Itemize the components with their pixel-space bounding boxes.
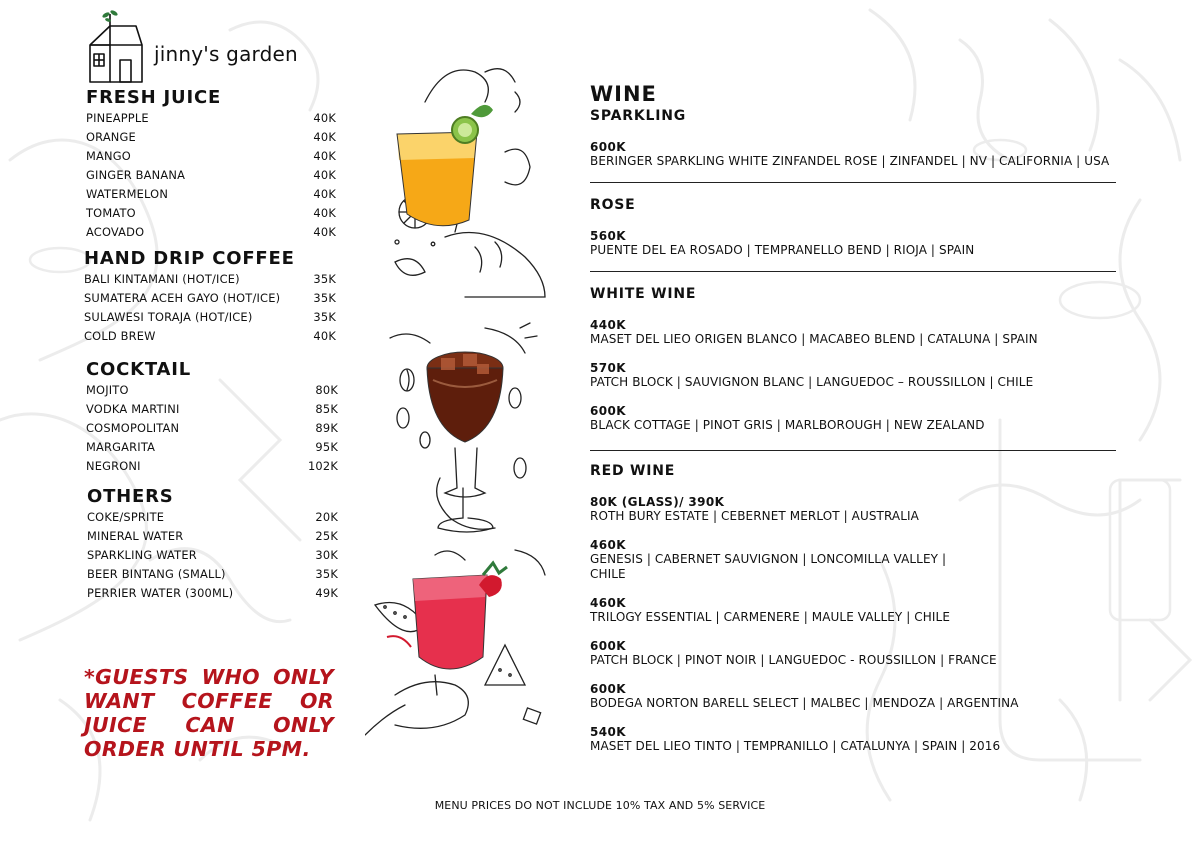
item-price: 20K	[315, 510, 338, 524]
item-name: COKE/SPRITE	[87, 510, 165, 524]
menu-item	[87, 584, 338, 603]
wine-item	[590, 538, 1019, 582]
wine-item	[590, 318, 1038, 347]
wine-price: 540K	[590, 725, 626, 739]
section-others	[87, 487, 338, 603]
wine-name: ROTH BURY ESTATE | CEBERNET MERLOT | AUSTRALIA	[590, 509, 919, 523]
wine-price: 460K	[590, 538, 626, 552]
orange-juice-glass-illustration	[385, 62, 555, 302]
menu-item	[86, 166, 336, 185]
item-price: 40K	[313, 329, 336, 343]
item-name: MOJITO	[86, 383, 129, 397]
item-price: 35K	[313, 310, 336, 324]
item-name: BALI KINTAMANI (HOT/ICE)	[84, 272, 240, 286]
wine-name: MASET DEL LIEO TINTO | TEMPRANILLO | CATALUNYA | SPAIN | 2016	[590, 739, 1001, 753]
item-price: 40K	[313, 206, 336, 220]
divider	[590, 271, 1116, 272]
menu-item	[87, 527, 338, 546]
tax-service-note: MENU PRICES DO NOT INCLUDE 10% TAX AND 5% SERVICE	[434, 799, 766, 812]
item-name: PERRIER WATER (300ML)	[87, 586, 234, 600]
menu-item	[86, 381, 338, 400]
wine-heading: WINE	[590, 82, 657, 106]
item-name: MINERAL WATER	[87, 529, 184, 543]
menu-item	[87, 546, 338, 565]
item-name: NEGRONI	[86, 459, 141, 473]
item-price: 85K	[315, 402, 338, 416]
section-title: FRESH JUICE	[86, 87, 222, 108]
menu-item	[87, 508, 338, 527]
menu-item	[84, 270, 336, 289]
wine-name: GENESIS | CABERNET SAUVIGNON | LONCOMILLA VALLEY |	[590, 552, 947, 566]
divider	[590, 182, 1116, 183]
menu-item	[86, 457, 338, 476]
wine-item	[590, 725, 1019, 754]
item-price: 102K	[307, 459, 338, 473]
menu-item	[84, 308, 336, 327]
wine-name: BODEGA NORTON BARELL SELECT | MALBEC | MENDOZA | ARGENTINA	[590, 696, 1019, 710]
section-title: HAND DRIP COFFEE	[84, 248, 295, 269]
wine-item	[590, 361, 1038, 390]
section-title: COCKTAIL	[86, 359, 192, 380]
menu-item	[84, 289, 336, 308]
wine-name: PATCH BLOCK | SAUVIGNON BLANC | LANGUEDOC – ROUSSILLON | CHILE	[590, 375, 1034, 389]
wine-list-red	[590, 495, 1019, 768]
item-name: GINGER BANANA	[86, 168, 186, 182]
item-name: COSMOPOLITAN	[86, 421, 180, 435]
item-name: VODKA MARTINI	[86, 402, 180, 416]
brand-logo	[84, 10, 324, 86]
menu-item	[86, 419, 338, 438]
item-name: SPARKLING WATER	[87, 548, 197, 562]
wine-item	[590, 639, 1019, 668]
wine-price: 80K (GLASS)/ 390K	[590, 495, 725, 509]
item-name: ORANGE	[86, 130, 136, 144]
wine-price: 600K	[590, 140, 626, 154]
wine-name: PATCH BLOCK | PINOT NOIR | LANGUEDOC - ROUSSILLON | FRANCE	[590, 653, 997, 667]
opening-hours-notice: *GUESTS WHO ONLY WANT COFFEE OR JUICE CAN ONLY ORDER UNTIL 5PM.	[84, 665, 334, 761]
brand-name: jinny's garden	[154, 42, 298, 66]
wine-price: 440K	[590, 318, 626, 332]
wine-name: BERINGER SPARKLING WHITE ZINFANDEL ROSE | ZINFANDEL | NV | CALIFORNIA | USA	[590, 154, 1110, 168]
menu-item	[86, 438, 338, 457]
watermelon-juice-glass-illustration	[365, 545, 565, 745]
item-price: 89K	[315, 421, 338, 435]
item-price: 49K	[315, 586, 338, 600]
wine-category-sparkling: SPARKLING	[590, 108, 687, 124]
section-fresh-juice	[86, 88, 336, 242]
item-price: 35K	[313, 272, 336, 286]
item-price: 35K	[315, 567, 338, 581]
menu-item	[86, 204, 336, 223]
wine-list-rose	[590, 229, 974, 272]
menu-item	[86, 185, 336, 204]
item-price: 35K	[313, 291, 336, 305]
wine-name: PUENTE DEL EA ROSADO | TEMPRANELLO BEND | RIOJA | SPAIN	[590, 243, 975, 257]
item-name: COLD BREW	[84, 329, 156, 343]
wine-price: 600K	[590, 682, 626, 696]
item-price: 40K	[313, 225, 336, 239]
house-plant-icon	[84, 10, 148, 86]
wine-category-rose: ROSE	[590, 197, 636, 213]
section-hand-drip-coffee	[84, 249, 336, 346]
wine-item	[590, 140, 1109, 169]
wine-price: 600K	[590, 639, 626, 653]
item-price: 30K	[315, 548, 338, 562]
wine-category-white: WHITE WINE	[590, 286, 697, 302]
menu-item	[84, 327, 336, 346]
wine-item	[590, 404, 1038, 433]
wine-list-white	[590, 318, 1038, 447]
item-price: 40K	[313, 111, 336, 125]
wine-name: TRILOGY ESSENTIAL | CARMENERE | MAULE VALLEY | CHILE	[590, 610, 951, 624]
item-price: 25K	[315, 529, 338, 543]
item-name: MANGO	[86, 149, 131, 163]
item-price: 40K	[313, 130, 336, 144]
item-price: 80K	[315, 383, 338, 397]
item-name: PINEAPPLE	[86, 111, 149, 125]
item-price: 40K	[313, 149, 336, 163]
item-price: 40K	[313, 187, 336, 201]
wine-item	[590, 495, 1019, 524]
menu-item	[86, 400, 338, 419]
iced-coffee-glass-illustration	[385, 318, 555, 550]
wine-name-continued: CHILE	[590, 567, 626, 581]
item-name: TOMATO	[86, 206, 136, 220]
wine-name: MASET DEL LIEO ORIGEN BLANCO | MACABEO BLEND | CATALUNA | SPAIN	[590, 332, 1038, 346]
item-name: MARGARITA	[86, 440, 156, 454]
wine-item	[590, 596, 1019, 625]
wine-price: 460K	[590, 596, 626, 610]
wine-name: BLACK COTTAGE | PINOT GRIS | MARLBOROUGH | NEW ZEALAND	[590, 418, 985, 432]
menu-item	[86, 147, 336, 166]
item-name: ACOVADO	[86, 225, 145, 239]
item-name: WATERMELON	[86, 187, 169, 201]
section-cocktail	[86, 360, 338, 476]
divider	[590, 450, 1116, 451]
wine-category-red: RED WINE	[590, 463, 676, 479]
menu-item	[86, 128, 336, 147]
menu-item	[87, 565, 338, 584]
wine-item	[590, 229, 974, 258]
section-title: OTHERS	[87, 486, 174, 507]
item-name: BEER BINTANG (SMALL)	[87, 567, 226, 581]
item-name: SULAWESI TORAJA (HOT/ICE)	[84, 310, 253, 324]
item-price: 95K	[315, 440, 338, 454]
wine-price: 560K	[590, 229, 626, 243]
item-price: 40K	[313, 168, 336, 182]
wine-price: 570K	[590, 361, 626, 375]
wine-item	[590, 682, 1019, 711]
wine-list-sparkling	[590, 140, 1109, 183]
item-name: SUMATERA ACEH GAYO (HOT/ICE)	[84, 291, 281, 305]
wine-price: 600K	[590, 404, 626, 418]
menu-item	[86, 109, 336, 128]
menu-item	[86, 223, 336, 242]
